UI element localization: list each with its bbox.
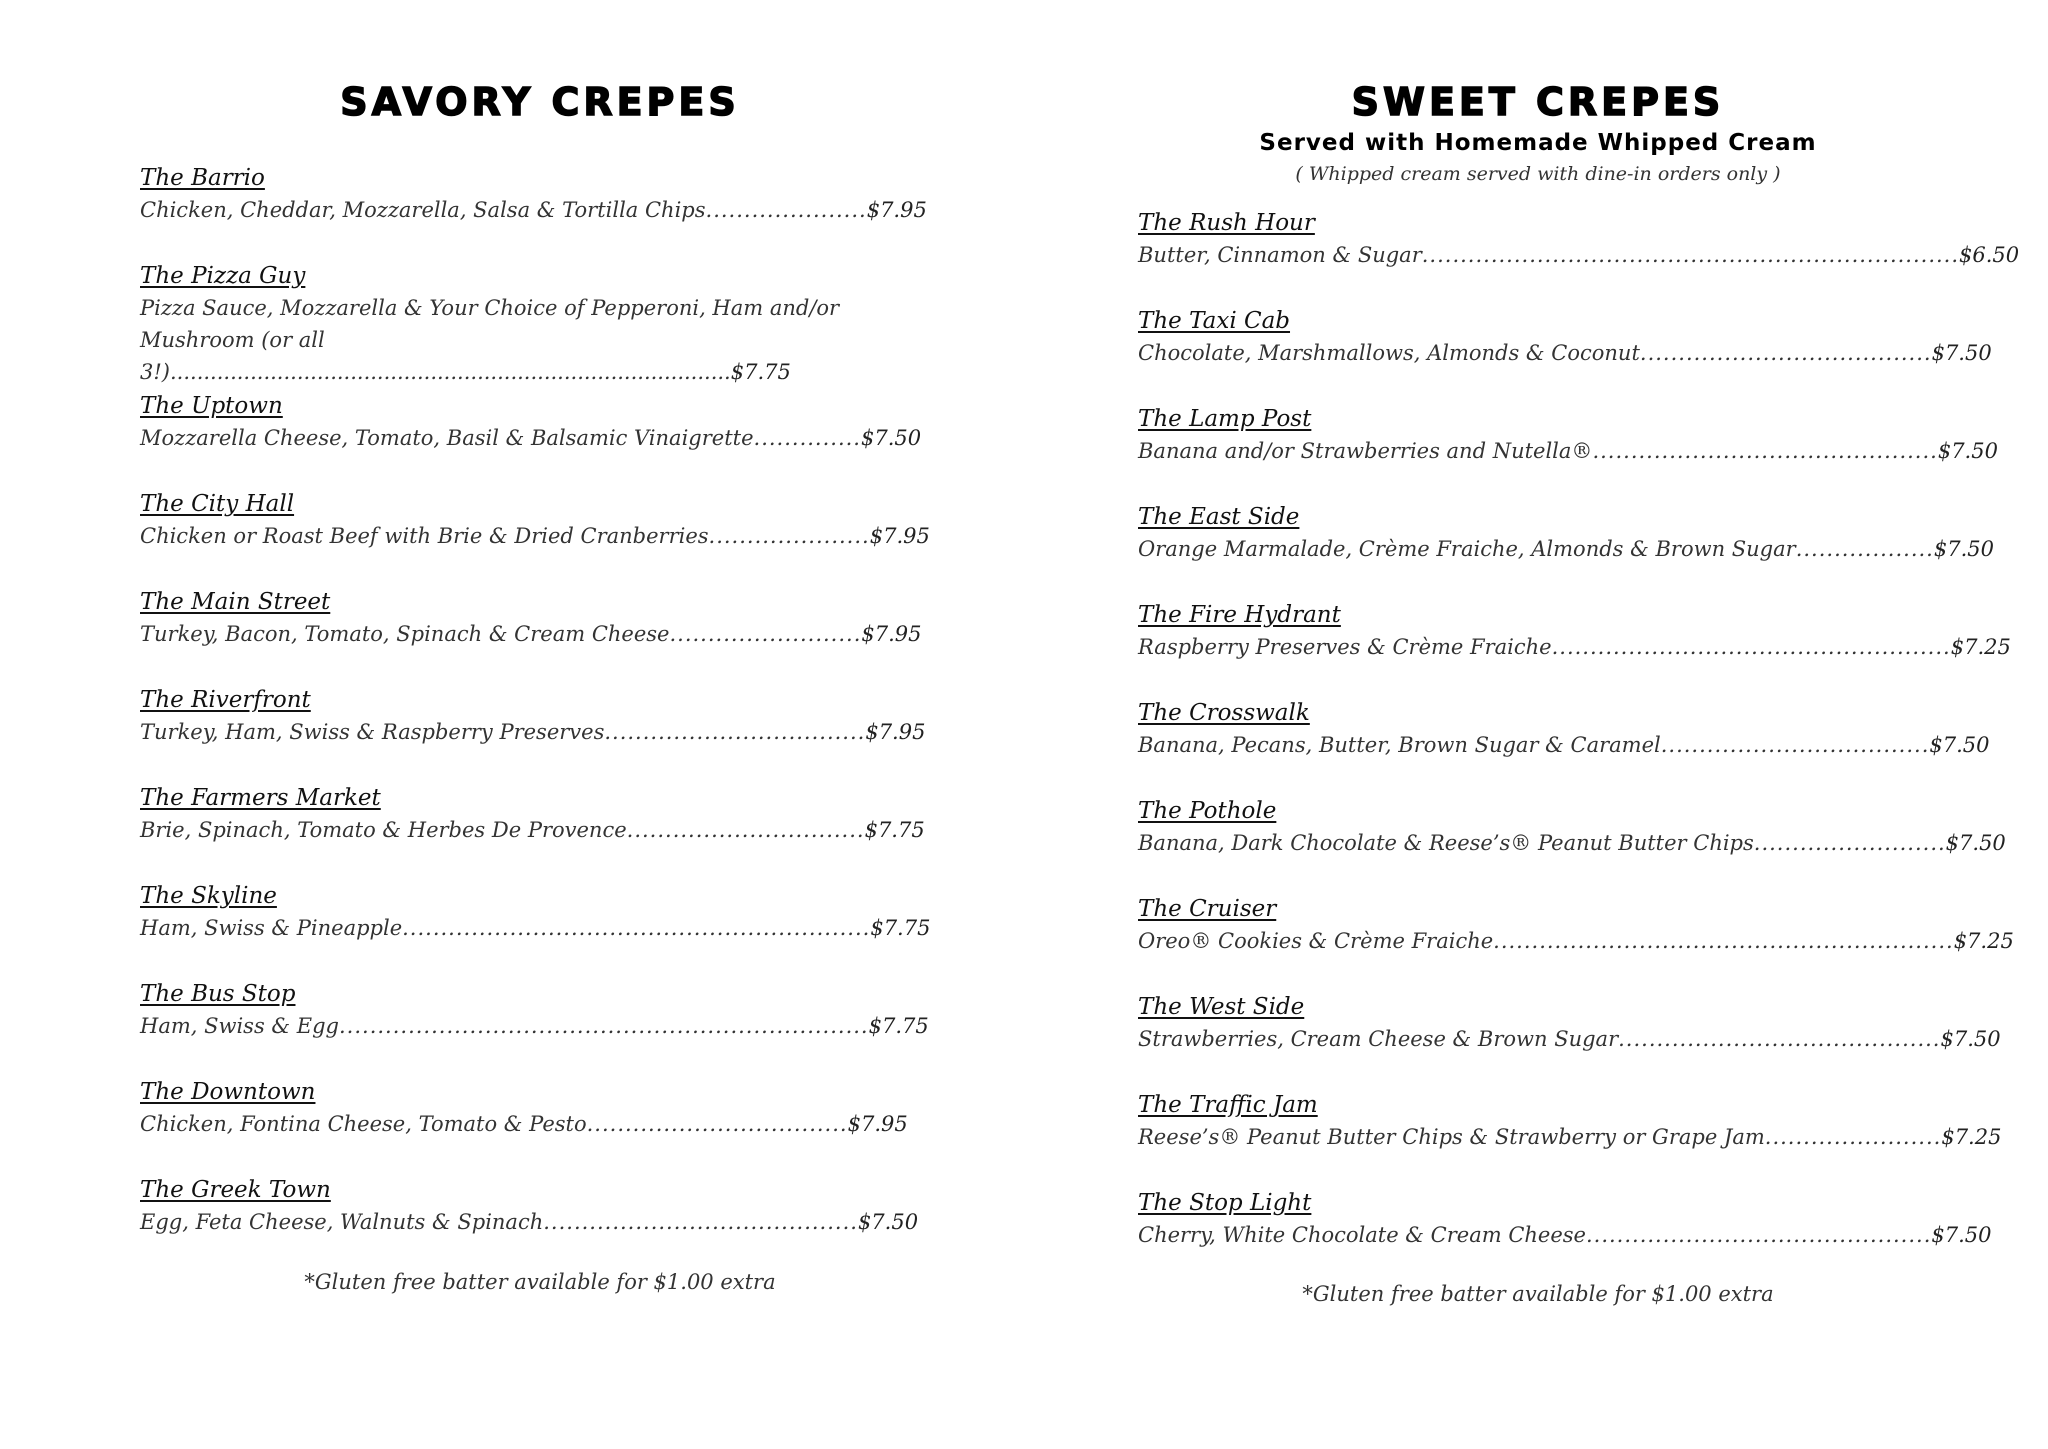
item-price: $7.25 xyxy=(1941,1125,2002,1149)
item-line xyxy=(1138,337,1992,369)
item-name: The Uptown xyxy=(140,393,283,419)
menu-item xyxy=(140,1076,920,1174)
item-line xyxy=(140,618,920,650)
item-name: The West Side xyxy=(1138,994,1305,1020)
item-line xyxy=(1138,925,2014,957)
savory-item-list xyxy=(140,162,931,1272)
leader-dots: ......................... xyxy=(669,622,862,646)
item-price: $7.50 xyxy=(1929,733,1990,757)
item-description: Banana and/or Strawberries and Nutella® xyxy=(1138,439,1593,463)
item-line xyxy=(1138,729,1990,761)
item-line xyxy=(1138,1121,2002,1153)
sweet-item-list xyxy=(1138,207,2020,1285)
leader-dots: ................................... xyxy=(1660,733,1930,757)
item-name: The East Side xyxy=(1138,504,1300,530)
item-line xyxy=(140,1010,929,1042)
leader-dots: ............................................. xyxy=(1585,1223,1932,1247)
item-price: $7.50 xyxy=(1931,1223,1992,1247)
item-price: $7.25 xyxy=(1950,635,2011,659)
item-price: $6.50 xyxy=(1959,243,2020,267)
item-line xyxy=(1138,1219,1992,1251)
item-description: Turkey, Ham, Swiss & Raspberry Preserves xyxy=(140,720,605,744)
leader-dots: .................. xyxy=(1795,537,1934,561)
item-line xyxy=(140,912,931,944)
item-description: Chocolate, Marshmallows, Almonds & Coconut xyxy=(1138,341,1640,365)
item-line xyxy=(140,292,910,388)
menu-item xyxy=(1138,893,2014,991)
item-line xyxy=(1138,631,2011,663)
menu-item xyxy=(1138,207,2020,305)
item-price: $7.75 xyxy=(730,360,791,384)
item-name: The City Hall xyxy=(140,491,295,517)
menu-item xyxy=(140,586,920,684)
item-line xyxy=(1138,239,2020,271)
leader-dots: ............................................................. xyxy=(402,916,871,940)
item-price: $7.95 xyxy=(865,720,926,744)
sweet-title: SWEET CREPES xyxy=(1351,80,1725,124)
item-name: The Traffic Jam xyxy=(1138,1092,1318,1118)
item-name: The Stop Light xyxy=(1138,1190,1312,1216)
gluten-free-footnote: *Gluten free batter available for $1.00 extra xyxy=(1302,1282,1774,1306)
item-name: The Lamp Post xyxy=(1138,406,1312,432)
leader-dots: ..................................................................... xyxy=(339,1014,869,1038)
item-description: Orange Marmalade, Crème Fraiche, Almonds & Brown Sugar xyxy=(1138,537,1796,561)
leader-dots: .................................. xyxy=(586,1112,848,1136)
menu-item xyxy=(140,260,920,390)
item-line xyxy=(140,194,927,226)
item-line xyxy=(140,1206,920,1238)
menu-item xyxy=(140,162,927,260)
item-price: $7.95 xyxy=(869,524,930,548)
menu-item xyxy=(140,1174,920,1272)
leader-dots: ......................................... xyxy=(543,1210,858,1234)
item-name: The Farmers Market xyxy=(140,785,381,811)
leader-dots: .......................................... xyxy=(1618,1027,1941,1051)
menu-item xyxy=(140,684,926,782)
item-name: The Cruiser xyxy=(1138,896,1277,922)
item-description: Reese’s® Peanut Butter Chips & Strawberry or Grape Jam xyxy=(1138,1125,1765,1149)
item-description: Banana, Dark Chocolate & Reese’s® Peanut Butter Chips xyxy=(1138,831,1754,855)
savory-title: SAVORY CREPES xyxy=(340,80,740,124)
item-description: Butter, Cinnamon & Sugar xyxy=(1138,243,1422,267)
item-line xyxy=(140,814,925,846)
item-description: Chicken, Cheddar, Mozzarella, Salsa & Tortilla Chips xyxy=(140,198,706,222)
item-price: $7.75 xyxy=(870,916,931,940)
leader-dots: ..................... xyxy=(708,524,870,548)
item-price: $7.50 xyxy=(1940,1027,2001,1051)
item-name: The Skyline xyxy=(140,883,277,909)
item-line xyxy=(1138,533,1994,565)
item-price: $7.25 xyxy=(1953,929,2014,953)
item-line xyxy=(1138,1023,2001,1055)
item-name: The Barrio xyxy=(140,165,265,191)
item-price: $7.50 xyxy=(1931,341,1992,365)
menu-item xyxy=(140,880,931,978)
sweet-subtitle: Served with Homemade Whipped Cream xyxy=(1259,130,1817,156)
menu-item xyxy=(1138,599,2011,697)
item-name: The Rush Hour xyxy=(1138,210,1315,236)
item-name: The Downtown xyxy=(140,1079,316,1105)
item-description: Pizza Sauce, Mozzarella & Your Choice of Pepperoni, Ham and/or Mushroom (or all 3!) xyxy=(140,296,840,384)
menu-item xyxy=(1138,697,1990,795)
item-price: $7.50 xyxy=(1937,439,1998,463)
item-line xyxy=(1138,827,2006,859)
menu-item xyxy=(1138,795,2006,893)
item-description: Brie, Spinach, Tomato & Herbes De Provence xyxy=(140,818,627,842)
item-price: $7.95 xyxy=(847,1112,908,1136)
item-description: Ham, Swiss & Pineapple xyxy=(140,916,403,940)
item-description: Cherry, White Chocolate & Cream Cheese xyxy=(1138,1223,1586,1247)
leader-dots: ....................... xyxy=(1764,1125,1942,1149)
whipped-cream-note: ( Whipped cream served with dine-in orders only ) xyxy=(1295,163,1781,185)
item-name: The Crosswalk xyxy=(1138,700,1310,726)
leader-dots: ......................... xyxy=(1753,831,1946,855)
menu-item xyxy=(1138,305,1992,403)
item-name: The Main Street xyxy=(140,589,331,615)
menu-item xyxy=(1138,501,1994,599)
item-price: $7.50 xyxy=(860,426,922,450)
menu-item xyxy=(140,390,920,488)
item-price: $7.50 xyxy=(1945,831,2006,855)
leader-dots: .................................. xyxy=(604,720,866,744)
menu-item xyxy=(1138,403,1998,501)
item-description: Banana, Pecans, Butter, Brown Sugar & Caramel xyxy=(1138,733,1661,757)
menu-item xyxy=(1138,991,2001,1089)
menu-item xyxy=(1138,1089,2002,1187)
item-description: Strawberries, Cream Cheese & Brown Sugar xyxy=(1138,1027,1619,1051)
item-description: Egg, Feta Cheese, Walnuts & Spinach xyxy=(140,1210,544,1234)
item-description: Chicken, Fontina Cheese, Tomato & Pesto xyxy=(140,1112,587,1136)
item-line xyxy=(140,422,920,454)
item-name: The Fire Hydrant xyxy=(1138,602,1341,628)
leader-dots: ..................... xyxy=(705,198,867,222)
menu-item xyxy=(140,782,925,880)
leader-dots: ...................................... xyxy=(1639,341,1932,365)
leader-dots: ............................................. xyxy=(1592,439,1938,463)
leader-dots: .............. xyxy=(753,426,861,450)
menu-item xyxy=(140,488,930,586)
item-price: $7.75 xyxy=(864,818,925,842)
item-description: Raspberry Preserves & Crème Fraiche xyxy=(1138,635,1552,659)
leader-dots: .................................................... xyxy=(1551,635,1951,659)
item-name: The Pizza Guy xyxy=(140,263,306,289)
item-price: $7.95 xyxy=(866,198,927,222)
item-description: Mozzarella Cheese, Tomato, Basil & Balsamic Vinaigrette xyxy=(140,426,754,450)
item-price: $7.95 xyxy=(861,622,922,646)
item-name: The Pothole xyxy=(1138,798,1277,824)
item-price: $7.75 xyxy=(868,1014,929,1038)
item-description: Oreo® Cookies & Crème Fraiche xyxy=(1138,929,1494,953)
item-line xyxy=(140,716,926,748)
gluten-free-footnote: *Gluten free batter available for $1.00 extra xyxy=(304,1270,776,1294)
item-line xyxy=(140,1108,920,1140)
item-description: Turkey, Bacon, Tomato, Spinach & Cream Cheese xyxy=(140,622,670,646)
item-price: $7.50 xyxy=(1933,537,1994,561)
menu-item xyxy=(1138,1187,1992,1285)
item-description: Chicken or Roast Beef with Brie & Dried Cranberries xyxy=(140,524,709,548)
item-name: The Greek Town xyxy=(140,1177,331,1203)
item-name: The Bus Stop xyxy=(140,981,296,1007)
item-name: The Riverfront xyxy=(140,687,311,713)
item-line xyxy=(140,520,930,552)
item-line xyxy=(1138,435,1998,467)
leader-dots: .................................................................................... xyxy=(170,360,731,384)
item-name: The Taxi Cab xyxy=(1138,308,1291,334)
leader-dots: ............................... xyxy=(626,818,865,842)
item-description: Ham, Swiss & Egg xyxy=(140,1014,339,1038)
leader-dots: ............................................................ xyxy=(1493,929,1954,953)
item-price: $7.50 xyxy=(857,1210,919,1234)
leader-dots: ...................................................................... xyxy=(1421,243,1960,267)
menu-item xyxy=(140,978,929,1076)
